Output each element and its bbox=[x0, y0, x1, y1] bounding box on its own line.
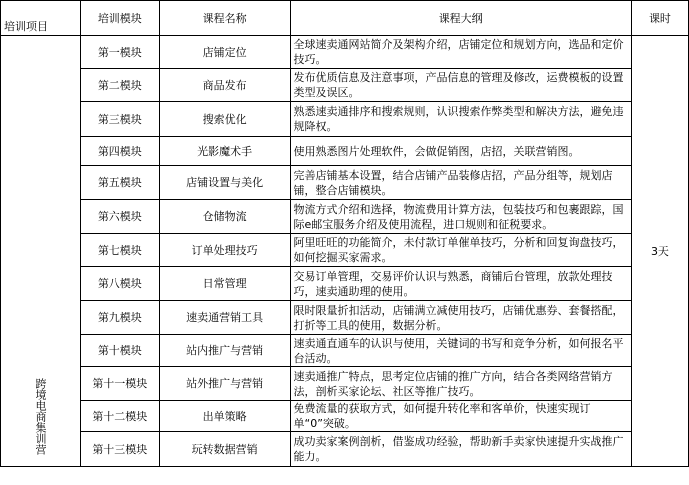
module-cell: 第八模块 bbox=[80, 267, 159, 301]
outline-cell: 熟悉速卖通排序和搜索规则，认识搜索作弊类型和解决方法，避免违规降权。 bbox=[290, 102, 631, 137]
header-module: 培训模块 bbox=[80, 1, 159, 36]
module-cell: 第九模块 bbox=[80, 301, 159, 335]
outline-cell: 使用熟悉图片处理软件，会做促销图，店招，关联营销图。 bbox=[290, 137, 631, 166]
course-name-cell: 店铺定位 bbox=[159, 36, 290, 69]
course-name-cell: 店铺设置与美化 bbox=[159, 166, 290, 200]
table-row bbox=[1, 102, 689, 137]
course-name-cell: 速卖通营销工具 bbox=[159, 301, 290, 335]
module-cell: 第五模块 bbox=[80, 166, 159, 200]
module-cell: 第十三模块 bbox=[80, 432, 159, 467]
course-name-cell: 站外推广与营销 bbox=[159, 367, 290, 401]
table-row bbox=[1, 335, 689, 367]
outline-cell: 阿里旺旺的功能简介，未付款订单催单技巧，分析和回复询盘技巧，如何挖掘买家需求。 bbox=[290, 234, 631, 267]
table-row bbox=[1, 166, 689, 200]
table-row bbox=[1, 401, 689, 432]
outline-cell: 速卖通直通车的认识与使用，关键词的书写和竞争分析，如何报名平台活动。 bbox=[290, 335, 631, 367]
module-cell: 第十二模块 bbox=[80, 401, 159, 432]
outline-cell: 免费流量的获取方式，如何提升转化率和客单价，快速实现订单“0”突破。 bbox=[290, 401, 631, 432]
module-cell: 第十模块 bbox=[80, 335, 159, 367]
module-cell: 第二模块 bbox=[80, 69, 159, 102]
module-cell: 第十一模块 bbox=[80, 367, 159, 401]
project-name-cell bbox=[1, 36, 81, 467]
outline-cell: 速卖通推广特点，思考定位店铺的推广方向，结合各类网络营销方法，剖析买家论坛、社区等推广技巧。 bbox=[290, 367, 631, 401]
table-row bbox=[1, 36, 689, 69]
table-row bbox=[1, 69, 689, 102]
table-row bbox=[1, 200, 689, 234]
outline-cell: 发布优质信息及注意事项，产品信息的管理及修改，运费模板的设置类型及误区。 bbox=[290, 69, 631, 102]
course-name-cell: 出单策略 bbox=[159, 401, 290, 432]
course-name-cell: 站内推广与营销 bbox=[159, 335, 290, 367]
table-row bbox=[1, 267, 689, 301]
course-name-cell: 玩转数据营销 bbox=[159, 432, 290, 467]
header-project: 培训项目 bbox=[1, 1, 81, 36]
course-name-cell: 仓储物流 bbox=[159, 200, 290, 234]
header-hours: 课时 bbox=[631, 1, 688, 36]
header-outline: 课程大纲 bbox=[290, 1, 631, 36]
outline-cell: 全球速卖通网站简介及架构介绍，店铺定位和规划方向，选品和定价技巧。 bbox=[290, 36, 631, 69]
table-row bbox=[1, 432, 689, 467]
outline-cell: 成功卖家案例剖析，借鉴成功经验，帮助新手卖家快速提升实战推广能力。 bbox=[290, 432, 631, 467]
table-row bbox=[1, 367, 689, 401]
outline-cell: 限时限量折扣活动，店铺满立减使用技巧，店铺优惠券、套餐搭配，打折等工具的使用，数据分析。 bbox=[290, 301, 631, 335]
project-name: 跨境电商集训营 bbox=[33, 377, 47, 455]
header-course-name: 课程名称 bbox=[159, 1, 290, 36]
module-cell: 第七模块 bbox=[80, 234, 159, 267]
outline-cell: 物流方式介绍和选择，物流费用计算方法，包装技巧和包裹跟踪，国际e邮宝服务介绍及使用流程，进口规则和征税要求。 bbox=[290, 200, 631, 234]
course-name-cell: 商品发布 bbox=[159, 69, 290, 102]
outline-cell: 完善店铺基本设置，结合店铺产品装修店招，产品分组等，规划店铺，整合店铺模块。 bbox=[290, 166, 631, 200]
outline-cell: 交易订单管理，交易评价认识与熟悉，商铺后台管理，放款处理技巧，速卖通助理的使用。 bbox=[290, 267, 631, 301]
table-row bbox=[1, 137, 689, 166]
course-name-cell: 光影魔术手 bbox=[159, 137, 290, 166]
module-cell: 第六模块 bbox=[80, 200, 159, 234]
module-cell: 第三模块 bbox=[80, 102, 159, 137]
course-name-cell: 日常管理 bbox=[159, 267, 290, 301]
module-cell: 第四模块 bbox=[80, 137, 159, 166]
table-row bbox=[1, 234, 689, 267]
module-cell: 第一模块 bbox=[80, 36, 159, 69]
hours-cell: 3天 bbox=[631, 36, 688, 467]
table-row bbox=[1, 301, 689, 335]
course-name-cell: 订单处理技巧 bbox=[159, 234, 290, 267]
course-name-cell: 搜索优化 bbox=[159, 102, 290, 137]
header-row bbox=[1, 1, 689, 36]
